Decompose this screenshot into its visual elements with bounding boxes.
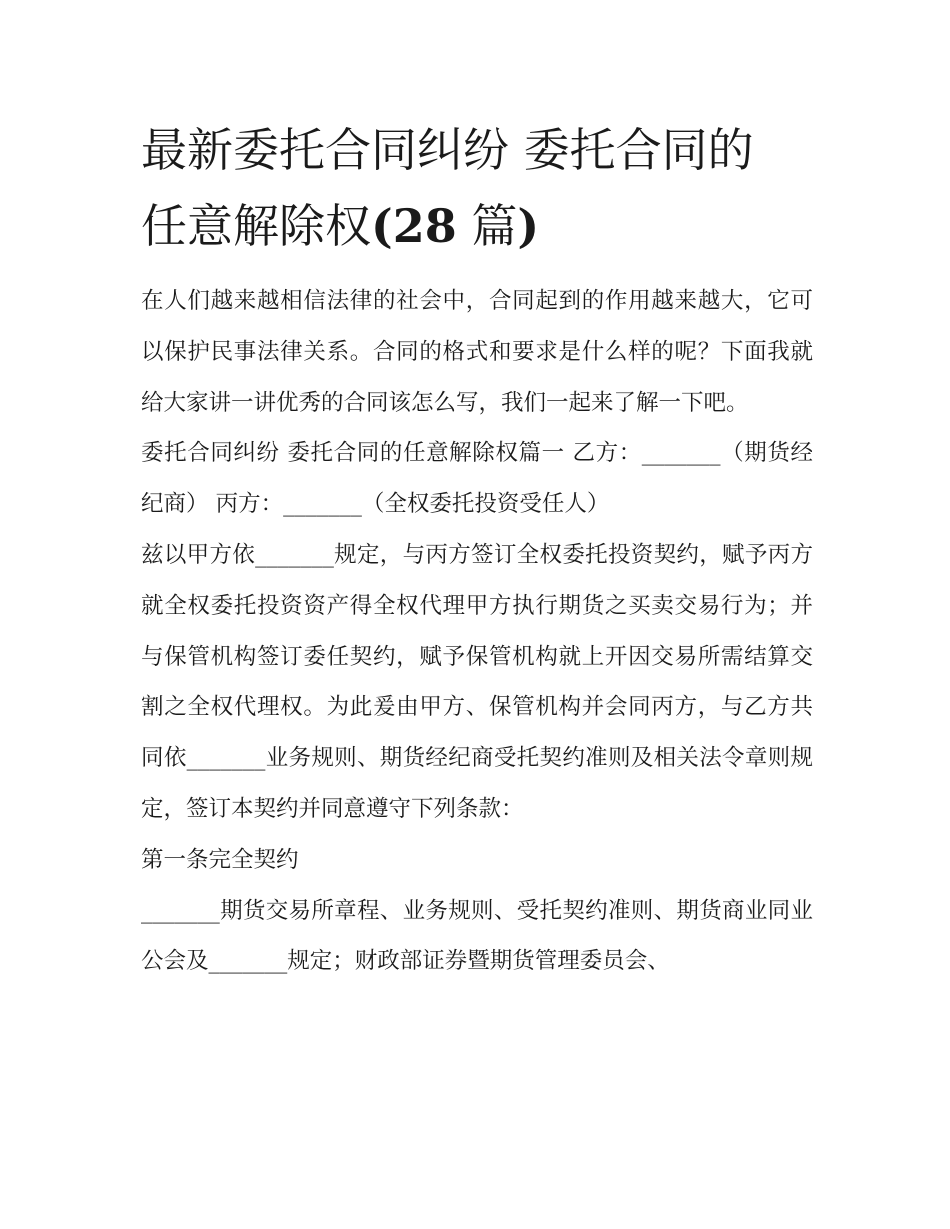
intro-paragraph: 在人们越来越相信法律的社会中，合同起到的作用越来越大，它可以保护民事法律关系。合同的格式和要求是什么样的呢？下面我就给大家讲一讲优秀的合同该怎么写，我们一起来了解一下吧。 — [141, 288, 813, 416]
parties-paragraph: 委托合同纠纷 委托合同的任意解除权篇一 乙方：_______（期货经纪商） 丙方：_______（全权委托投资受任人） — [141, 440, 813, 518]
document-content — [141, 112, 813, 987]
title-line-2: 任意解除权(28 篇) — [141, 199, 540, 253]
title-line-1: 最新委托合同纠纷 委托合同的 — [141, 123, 754, 177]
document-title — [141, 112, 813, 264]
article-paragraph: _______期货交易所章程、业务规则、受托契约准则、期货商业同业公会及_______规定；财政部证券暨期货管理委员会、 — [141, 897, 813, 975]
document-body — [141, 276, 813, 987]
article-heading: 第一条完全契约 — [141, 846, 299, 873]
preamble-paragraph: 兹以甲方依_______规定，与丙方签订全权委托投资契约，赋予丙方就全权委托投资资产得全权代理甲方执行期货之买卖交易行为；并与保管机构签订委任契约，赋予保管机构就上开因交易所需结算交割之全权代理权。为此爰由甲方、保管机构并会同丙方，与乙方共同依_______业务规则、期货经纪商受托契约准则及相关法令章则规定，签订本契约并同意遵守下列条款： — [141, 541, 813, 822]
